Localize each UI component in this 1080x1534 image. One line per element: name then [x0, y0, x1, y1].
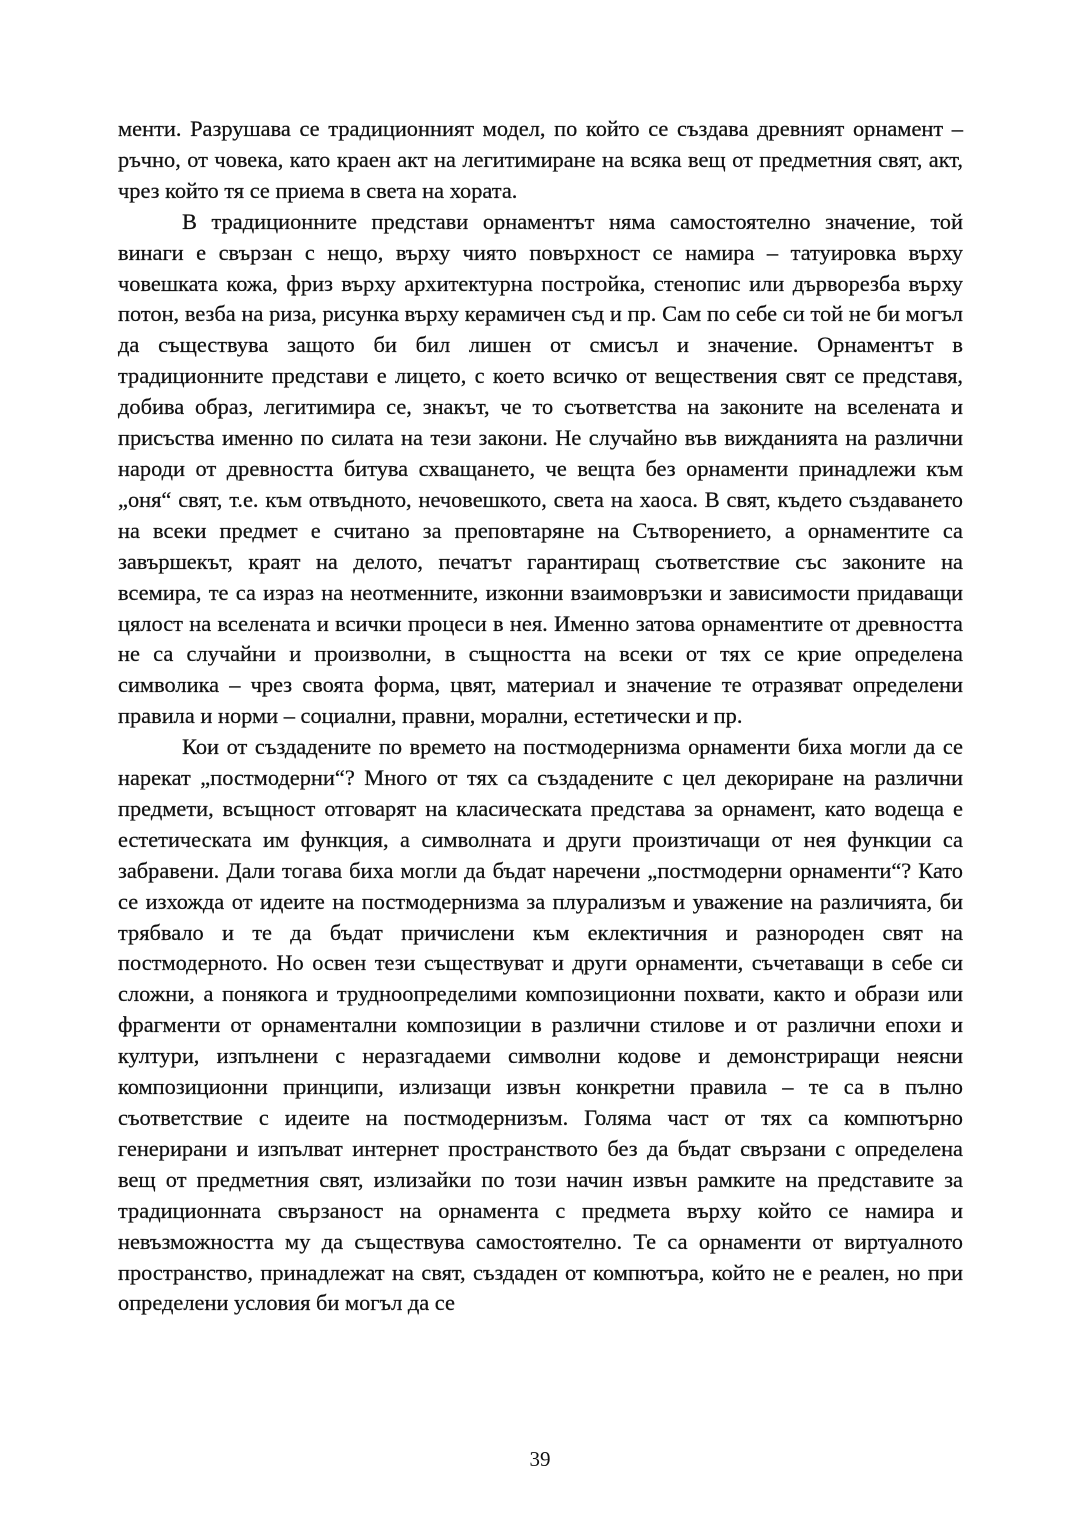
paragraph-traditional-ornament: В традиционните представи орнаментът няма самостоятелно значение, той винаги е свързан с нещо, върху чиято повърхност се намира – татуировка върху човешката кожа, фриз върху архитектурна постройка, стенопис или дърворезба върху потон, везба на риза, рисунка върху керамичен съд и пр. Сам по себе си той не би могъл да съществува защото би бил лишен от смисъл и значение. Орнаментът в традиционните представи е лицето, с което всичко от веществения свят се представя, добива образ, легитимира се, знакът, че то съответства на законите на вселената и присъства именно по силата на тези закони. Не случайно във вижданията на различни народи от древността битува схващането, че вещта без орнаменти принадлежи към „оня“ свят, т.е. към отвъдното, нечовешкото, света на хаоса. В свят, където създаването на всеки предмет е считано за преповтаряне на Сътворението, а орнаментите са завършекът, краят на делото, печатът гарантиращ съответствие със законите на всемира, те са израз на неотменните, изконни взаимовръзки и зависимости придаващи цялост на вселената и всички процеси в нея. Именно затова орнаментите от древността не са случайни и произволни, в същността на всеки от тях се крие определена символика – чрез своята форма, цвят, материал и значение те отразяват определени правила и норми – социални, правни, морални, естетически и пр. — [118, 208, 963, 729]
page-number: 39 — [529, 1447, 551, 1471]
body-text — [118, 114, 963, 1319]
paragraph-postmodern-ornament: Кои от създадените по времето на постмодернизма орнаменти биха могли да се нарекат „постмодерни“? Много от тях са създадените с цел декориране на различни предмети, всъщност отговарят на класическата представа за орнамент, като водеща е естетическата им функция, а символната и други произтичащи от нея функции са забравени. Дали тогава биха могли да бъдат наречени „постмодерни орнаменти“? Като се изхожда от идеите на постмодернизма за плурализъм и уважение на различията, би трябвало и те да бъдат причислени към еклектичния и разнороден свят на постмодерното. Но освен тези съществуват и други орнаменти, съчетаващи в себе си сложни, а понякога и трудноопределими композиционни похвати, както и образи или фрагменти от орнаментални композиции в различни стилове и от различни епохи и култури, изпълнени с неразгадаеми символни кодове и демонстриращи неясни композиционни принципи, излизащи извън конкретни правила – те са в пълно съответствие с идеите на постмодернизъм. Голяма част от тях са компютърно генерирани и изпълват интернет пространството без да бъдат свързани с определена вещ от предметния свят, излизайки по този начин извън рамките на представите за традиционната свързаност на орнамента с предмета върху който се намира и невъзможността му да съществува самостоятелно. Те са орнаменти от виртуалното пространство, принадлежат на свят, създаден от компютъра, който не е реален, но при определени условия би могъл да се — [118, 734, 963, 1316]
paragraph-continuation: менти. Разрушава се традиционният модел, по който се създава древният орнамент – ръчно, от човека, като краен акт на легитимиране на всяка вещ от предметния свят, акт, чрез който тя се приема в света на хората. — [118, 116, 963, 203]
